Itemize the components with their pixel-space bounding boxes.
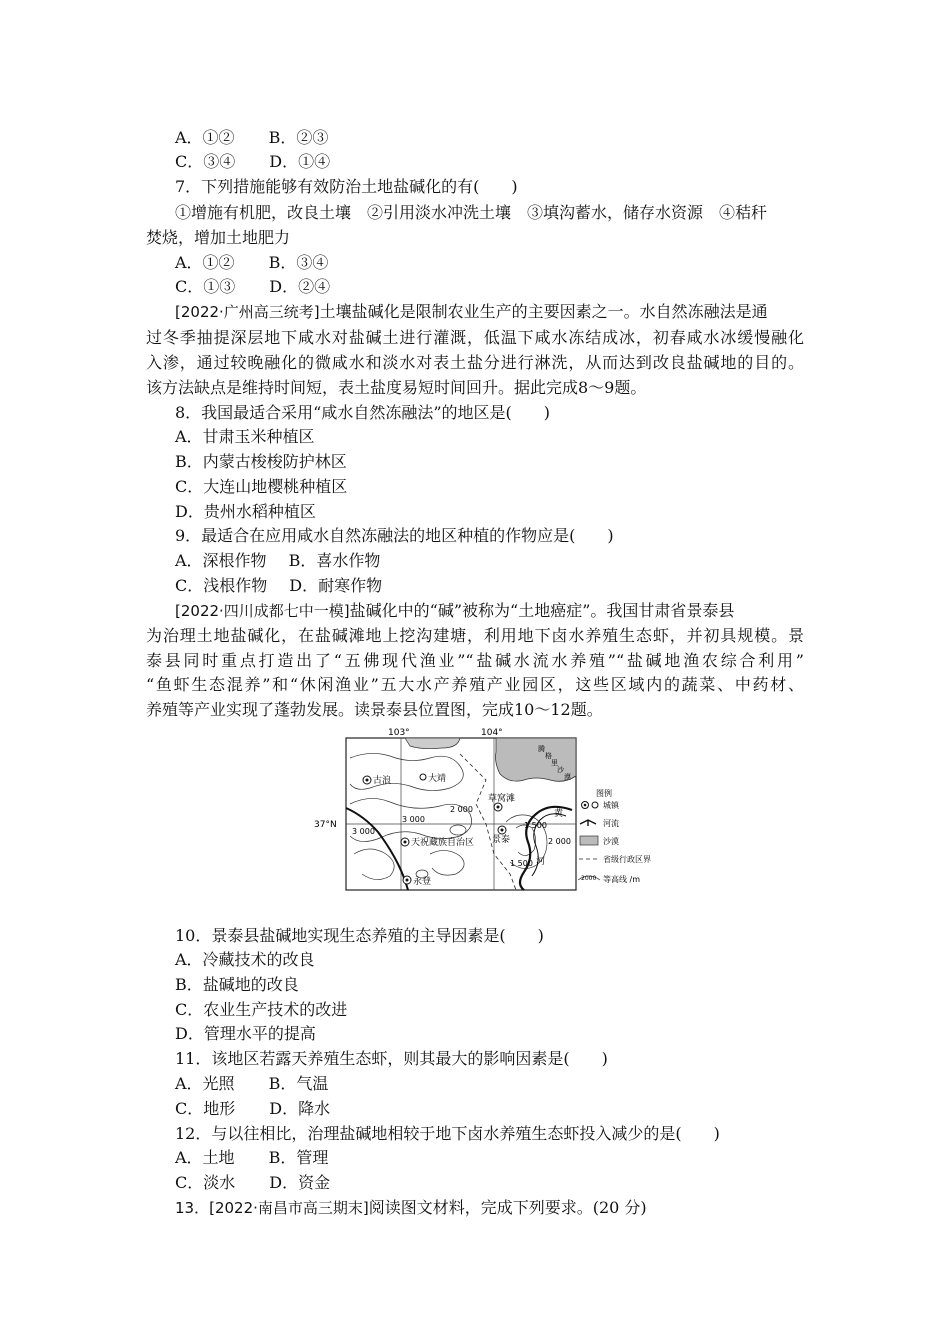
passage1-line4: 该方法缺点是维持时间短，表土盐度易短时间回升。据此完成8～9题。 — [146, 378, 647, 397]
q13-source: 13．[2022·南昌市高三期末] — [175, 1199, 369, 1217]
passage1-line3: 入渗，通过较晚融化的微咸水和淡水对表土盐分进行淋洗，从而达到改良盐碱地的目的。 — [146, 353, 804, 372]
q11-options-row2 — [175, 1097, 330, 1121]
legend-town-label: 城镇 — [603, 801, 619, 810]
q12-options-row2 — [175, 1171, 330, 1195]
town-jingtai — [498, 826, 506, 834]
lon-label-104: 104° — [481, 728, 503, 738]
jingtai-location-map — [310, 724, 651, 896]
q9-options-row2 — [175, 574, 382, 598]
yellow-river — [520, 807, 572, 890]
contour-ring-1 — [450, 825, 466, 835]
legend-contour-label: 等高线 /m — [603, 875, 641, 884]
q7-options-row2 — [175, 275, 330, 299]
river-char-huang: 黄 — [554, 809, 564, 819]
legend-boundary-label: 省级行政区界 — [603, 855, 651, 864]
contour-label-2: 3 000 — [402, 815, 425, 824]
desert-char-3: 里 — [551, 759, 558, 767]
contour-label-6: 1 500 — [510, 859, 533, 868]
passage2-line3: 泰县同时重点打造出了“五佛现代渔业”“盐碱水流水养殖”“盐碱地渔农综合利用” — [146, 651, 804, 670]
place-gulang: 古浪 — [373, 776, 392, 786]
q11-option-b: B．气温 — [268, 1074, 329, 1093]
legend-town-symbol — [582, 802, 599, 809]
passage2-line4: “鱼虾生态混养”和“休闲渔业”五大水产养殖产业园区，这些区域内的蔬菜、中药材、 — [146, 675, 804, 694]
q7-option-a: A．①② — [175, 253, 235, 272]
place-caowotan: 草窝滩 — [488, 794, 516, 804]
desert-patch — [405, 738, 460, 749]
q11-option-a: A．光照 — [175, 1074, 235, 1093]
desert-char-5: 漠 — [564, 773, 571, 781]
q11-options-row1 — [175, 1072, 328, 1096]
town-caowotan — [494, 803, 502, 811]
q13-stem: 阅读图文材料，完成下列要求。(20 分) — [368, 1198, 647, 1217]
q12-stem: 12．与以往相比，治理盐碱地相较于地下卤水养殖生态虾投入减少的是( ) — [175, 1124, 720, 1143]
desert-char-1: 腾 — [538, 745, 545, 753]
q12-option-d: D．资金 — [269, 1173, 331, 1192]
q7-items-line1: ①增施有机肥，改良土壤 ②引用淡水冲洗土壤 ③填沟蓄水，储存水资源 ④秸秆 — [175, 203, 768, 222]
railway-line — [346, 808, 408, 890]
q7-options-row1 — [175, 251, 328, 275]
contour-label-5: 2 000 — [548, 837, 571, 846]
q11-stem: 11．该地区若露天养殖生态虾，则其最大的影响因素是( ) — [175, 1049, 608, 1068]
q9-option-d: D．耐寒作物 — [289, 576, 383, 595]
town-gulang — [363, 776, 371, 784]
q7-items-line2: 焚烧，增加土地肥力 — [146, 228, 291, 247]
q9-options-row1 — [175, 549, 380, 573]
q6-option-b: B．②③ — [268, 128, 329, 147]
lat-label-37: 37°N — [314, 820, 337, 830]
passage2-line1: [2022·四川成都七中一模]盐碱化中的“碱”被称为“土地癌症”。我国甘肃省景泰县 — [175, 601, 735, 620]
q8-stem: 8．我国最适合采用“咸水自然冻融法”的地区是( ) — [175, 403, 551, 422]
q9-option-b: B．喜水作物 — [288, 551, 381, 570]
q6-options-row2 — [175, 150, 330, 174]
town-yongdeng — [403, 876, 411, 884]
place-dajing: 大靖 — [428, 774, 447, 784]
desert-char-2: 格 — [545, 752, 552, 760]
map-legend — [578, 788, 651, 884]
q10-option-d: D．管理水平的提高 — [175, 1024, 316, 1043]
town-tianzhu — [401, 838, 409, 846]
legend-river-label: 河流 — [603, 819, 619, 828]
q8-option-d: D．贵州水稻种植区 — [175, 502, 316, 521]
contour-south — [430, 850, 464, 875]
passage2-line2: 为治理土地盐碱化，在盐碱滩地上挖沟建塘，利用地下卤水养殖生态虾，并初具规模。景 — [146, 626, 804, 645]
place-yongdeng: 永登 — [413, 877, 432, 887]
q7-option-d: D．②④ — [269, 277, 331, 296]
q7-option-b: B．③④ — [268, 253, 329, 272]
q9-stem: 9．最适合在应用咸水自然冻融法的地区种植的作物应是( ) — [175, 526, 614, 545]
passage2-source: [2022·四川成都七中一模] — [175, 602, 350, 620]
passage1-line2: 过冬季抽提深层地下咸水对盐碱土进行灌溉，低温下咸水冻结成冰，初春咸水冰缓慢融化 — [146, 328, 804, 347]
legend-contour-number: 2000 — [581, 875, 597, 882]
q8-option-a: A．甘肃玉米种植区 — [175, 427, 315, 446]
q8-option-b: B．内蒙古梭梭防护林区 — [175, 452, 347, 471]
q7-stem: 7．下列措施能够有效防治土地盐碱化的有( ) — [175, 177, 518, 196]
lon-label-103: 103° — [388, 728, 410, 738]
q12-option-c: C．淡水 — [175, 1173, 236, 1192]
desert-char-4: 沙 — [557, 766, 564, 774]
q10-option-a: A．冷藏技术的改良 — [175, 950, 315, 969]
legend-desert-label: 沙漠 — [603, 837, 619, 846]
q6-option-d: D．①④ — [269, 152, 331, 171]
river-char-he: 河 — [536, 857, 546, 867]
passage1-line1: [2022·广州高三统考]土壤盐碱化是限制农业生产的主要因素之一。水自然冻融法是通 — [175, 302, 768, 321]
q6-option-a: A．①② — [175, 128, 235, 147]
place-tianzhu: 天祝藏族自治区 — [411, 838, 475, 848]
passage2-line5: 养殖等产业实现了蓬勃发展。读景泰县位置图，完成10～12题。 — [146, 700, 603, 719]
place-jingtai: 景泰 — [492, 835, 511, 845]
q11-option-d: D．降水 — [269, 1099, 331, 1118]
q12-options-row1 — [175, 1146, 328, 1170]
legend-desert-symbol — [580, 836, 598, 845]
contour-southwest — [354, 849, 394, 880]
q7-option-c: C．①③ — [175, 277, 236, 296]
town-dajing — [420, 774, 426, 780]
q8-option-c: C．大连山地樱桃种植区 — [175, 477, 348, 496]
q9-option-c: C．浅根作物 — [175, 576, 268, 595]
q10-stem: 10．景泰县盐碱地实现生态养殖的主导因素是( ) — [175, 926, 544, 945]
q6-option-c: C．③④ — [175, 152, 236, 171]
legend-title: 图例 — [596, 789, 612, 798]
q10-option-b: B．盐碱地的改良 — [175, 975, 299, 994]
q6-options-row1 — [175, 126, 328, 150]
q12-option-b: B．管理 — [268, 1148, 329, 1167]
contour-label-1: 2 000 — [450, 805, 473, 814]
legend-river-symbol — [580, 820, 596, 826]
contour-label-4: 1 500 — [524, 821, 547, 830]
q10-option-c: C．农业生产技术的改进 — [175, 1000, 348, 1019]
contour-label-3: 3 000 — [352, 827, 375, 836]
q9-option-a: A．深根作物 — [175, 551, 267, 570]
passage1-source: [2022·广州高三统考] — [175, 303, 320, 321]
q12-option-a: A．土地 — [175, 1148, 235, 1167]
q11-option-c: C．地形 — [175, 1099, 236, 1118]
q13-line — [175, 1196, 647, 1220]
contour-north — [350, 753, 463, 790]
